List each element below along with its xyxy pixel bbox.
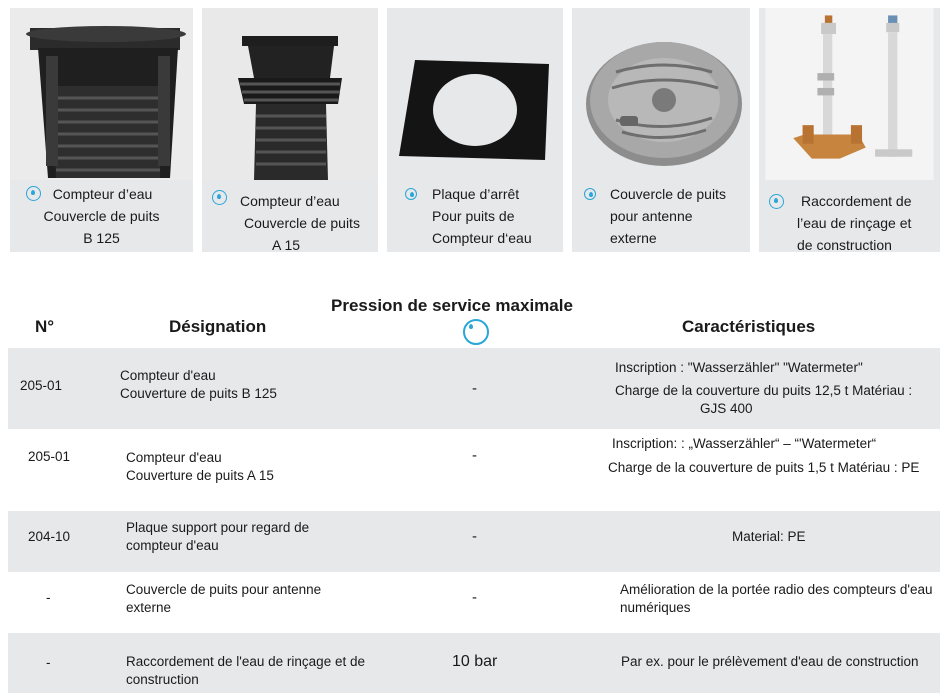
characteristics-line: Material: PE	[732, 529, 806, 544]
product-caption	[10, 183, 193, 249]
cell-characteristics	[621, 653, 919, 671]
cell-no: -	[46, 655, 51, 670]
product-caption	[432, 183, 562, 249]
caption-line: de construction	[797, 237, 892, 252]
table-row	[8, 429, 940, 511]
cell-characteristics	[608, 435, 938, 477]
cell-designation	[126, 581, 321, 617]
caption-line: B 125	[83, 230, 120, 246]
cell-designation	[126, 519, 309, 555]
cell-characteristics	[620, 581, 938, 617]
cell-pressure: -	[472, 528, 477, 545]
cell-no: 205-01	[20, 378, 63, 393]
caption-line: Couvercle de puits	[610, 186, 726, 202]
cell-pressure: -	[472, 380, 477, 397]
designation-line: construction	[126, 672, 199, 687]
meter-pit-b125-image	[10, 8, 193, 180]
caption-line: Couvercle de puits	[43, 208, 160, 224]
characteristics-line: numériques	[620, 600, 691, 615]
cell-designation	[126, 449, 274, 485]
designation-line: Raccordement de l'eau de rinçage et de	[126, 654, 365, 669]
product-caption	[610, 183, 750, 249]
designation-line: Compteur d'eau	[120, 368, 216, 383]
product-card-antenna-cover[interactable]	[572, 8, 750, 252]
caption-line: Raccordement de	[801, 193, 912, 209]
caption-line: l’eau de rinçage et	[797, 215, 912, 231]
antenna-cover-image	[572, 8, 750, 180]
product-caption	[797, 190, 940, 252]
caption-line: A 15	[272, 237, 301, 252]
water-drop-icon	[584, 188, 596, 200]
product-card-b125[interactable]	[10, 8, 193, 252]
caption-line: Compteur d‘eau	[432, 230, 532, 246]
cell-designation	[120, 367, 277, 403]
designation-line: Couvercle de puits pour antenne	[126, 582, 322, 597]
caption-line: pour antenne	[610, 208, 693, 224]
caption-line: Couvercle de puits	[244, 215, 360, 231]
flushing-connection-image	[759, 8, 940, 180]
meter-pit-a15-image	[202, 8, 378, 180]
header-pressure: Pression de service maximale	[331, 296, 573, 315]
table-row	[8, 511, 940, 572]
header-no: N°	[35, 317, 55, 336]
product-card-flushing-connection[interactable]	[759, 8, 940, 252]
caption-line: Compteur d’eau	[52, 186, 153, 202]
header-designation: Désignation	[169, 317, 267, 336]
stop-plate-image	[387, 8, 563, 180]
designation-line: Couverture de puits B 125	[120, 386, 277, 401]
header-characteristics: Caractéristiques	[682, 317, 816, 336]
cell-no: -	[46, 590, 51, 605]
table-row	[8, 348, 940, 429]
cell-no: 204-10	[28, 529, 71, 544]
cell-characteristics	[732, 528, 806, 546]
characteristics-line: Inscription: : „Wasserzähler“ – “'Watermeter“	[612, 436, 877, 451]
designation-line: Compteur d'eau	[126, 450, 222, 465]
cell-characteristics	[608, 359, 920, 418]
designation-line: Couverture de puits A 15	[126, 468, 274, 483]
cell-pressure: -	[472, 589, 477, 606]
characteristics-line: GJS 400	[700, 401, 753, 416]
designation-line: externe	[126, 600, 172, 615]
product-card-a15[interactable]	[202, 8, 378, 252]
designation-line: compteur d'eau	[126, 538, 219, 553]
characteristics-line: Amélioration de la portée radio des compteurs d'eau	[620, 582, 933, 597]
caption-line: Pour puits de	[432, 208, 515, 224]
table-row	[8, 572, 940, 633]
product-card-stop-plate[interactable]	[387, 8, 563, 252]
water-drop-icon	[405, 188, 417, 200]
caption-line: externe	[610, 230, 657, 246]
characteristics-line: Par ex. pour le prélèvement d'eau de construction	[621, 654, 919, 669]
caption-line: Compteur d’eau	[240, 193, 340, 209]
water-drop-icon	[769, 194, 784, 209]
characteristics-line: Charge de la couverture de puits 1,5 t Matériau : PE	[608, 460, 920, 475]
cell-pressure: 10 bar	[452, 653, 498, 670]
cell-designation	[126, 653, 365, 689]
table-row	[8, 633, 940, 693]
product-caption	[202, 190, 378, 252]
water-drop-icon	[463, 319, 489, 345]
designation-line: Plaque support pour regard de	[126, 520, 310, 535]
characteristics-line: Charge de la couverture du puits 12,5 t Matériau :	[615, 383, 913, 398]
caption-line: Plaque d’arrêt	[432, 186, 520, 202]
cell-pressure: -	[472, 447, 477, 464]
cell-no: 205-01	[28, 449, 71, 464]
characteristics-line: Inscription : "Wasserzähler" "Watermeter"	[615, 360, 863, 375]
